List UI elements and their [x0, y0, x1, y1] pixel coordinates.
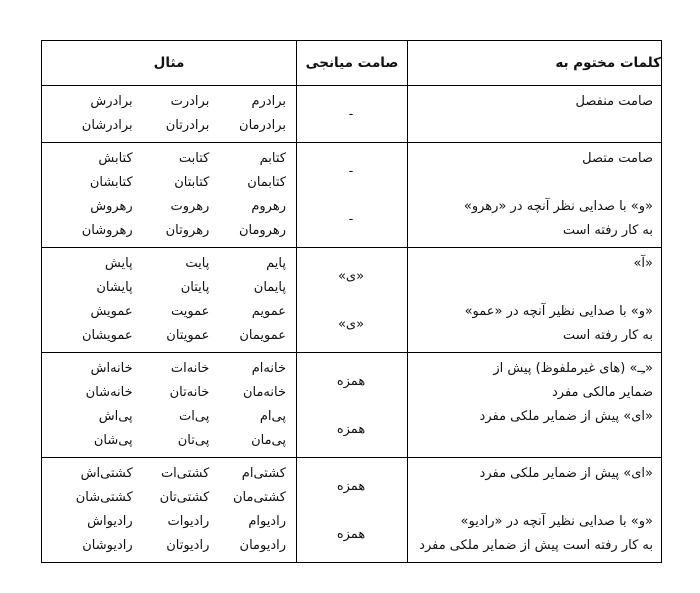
- example-word: کتابمان: [247, 175, 286, 190]
- example-word: کشتی‌مان: [232, 490, 286, 505]
- consonant-value: -: [348, 211, 354, 227]
- example-word: پی‌ات: [179, 409, 210, 424]
- header-consonant: صامت میانجی: [297, 41, 408, 86]
- word-line: «و» با صدایی نظر آنچه در «رهرو»: [463, 199, 653, 214]
- words-cell: [408, 353, 662, 458]
- example-word: رهروتان: [165, 223, 210, 238]
- example-word: خانه‌ات: [170, 361, 210, 376]
- word-line: «ای» پیش از ضمایر ملکی مفرد: [479, 466, 653, 481]
- example-word: رادیواش: [87, 514, 133, 529]
- example-word: عمویشان: [81, 328, 133, 343]
- example-word: رهرومان: [238, 223, 286, 238]
- example-word: پی‌مان: [251, 433, 286, 448]
- consonant-value: همزه: [336, 478, 366, 494]
- consonant-value: -: [348, 106, 354, 122]
- example-word: برادرت: [170, 94, 210, 109]
- word-line: ضمایر مالکی مفرد: [552, 385, 653, 400]
- example-word: عمویتان: [166, 328, 210, 343]
- example-word: پی‌اش: [98, 409, 133, 424]
- example-word: برادرمان: [239, 118, 286, 133]
- example-word: رهروشان: [81, 223, 133, 238]
- words-cell: [408, 143, 662, 248]
- example-cell: [42, 248, 297, 353]
- example-word: رادیومان: [239, 538, 286, 553]
- example-word: رهروش: [90, 199, 133, 214]
- example-word: پایت: [185, 256, 210, 271]
- example-word: خانه‌تان: [169, 385, 210, 400]
- consonant-cell: [297, 248, 408, 353]
- table-row: [42, 353, 662, 458]
- word-line: به کار رفته است: [562, 223, 653, 238]
- word-line: صامت متصل: [582, 151, 653, 166]
- example-word: کشتی‌اش: [80, 466, 133, 481]
- word-line: «ای» پیش از ضمایر ملکی مفرد: [479, 409, 653, 424]
- word-line: [414, 171, 653, 195]
- example-word: برادرشان: [81, 118, 133, 133]
- example-word: کشتی‌شان: [75, 490, 133, 505]
- word-line: «آ»: [633, 256, 653, 271]
- consonant-value: همزه: [336, 373, 366, 389]
- example-word: خانه‌ام: [251, 361, 286, 376]
- consonant-value: -: [348, 163, 354, 179]
- consonant-cell: [297, 143, 408, 248]
- example-word: برادرتان: [165, 118, 210, 133]
- example-word: پی‌تان: [177, 433, 210, 448]
- example-cell: [42, 458, 297, 563]
- header-example: مثال: [42, 41, 297, 86]
- example-word: رادیوتان: [166, 538, 210, 553]
- table-row: [42, 143, 662, 248]
- example-cell: [42, 353, 297, 458]
- consonant-value: همزه: [336, 421, 366, 437]
- word-line: [414, 429, 653, 453]
- word-line: «و» با صدایی نظیر آنچه در «عمو»: [464, 304, 653, 319]
- example-word: رادیوام: [248, 514, 286, 529]
- example-word: پی‌شان: [93, 433, 133, 448]
- example-word: پایم: [266, 256, 286, 271]
- example-word: عمویش: [90, 304, 133, 319]
- example-word: پایشان: [96, 280, 133, 295]
- consonant-value: همزه: [336, 526, 366, 542]
- word-line: [414, 486, 653, 510]
- example-word: کشتی‌تان: [159, 490, 210, 505]
- table-row: [42, 86, 662, 143]
- example-word: رادیوات: [167, 514, 210, 529]
- example-word: کتابشان: [89, 175, 133, 190]
- words-cell: [408, 248, 662, 353]
- words-cell: [408, 458, 662, 563]
- consonant-cell: [297, 86, 408, 143]
- example-word: پایش: [104, 256, 133, 271]
- example-cell: [42, 86, 297, 143]
- table-row: [42, 248, 662, 353]
- word-line: صامت منفصل: [575, 94, 653, 109]
- example-word: عمویت: [170, 304, 210, 319]
- header-row: [42, 41, 662, 86]
- example-word: پایمان: [253, 280, 286, 295]
- example-word: رهروت: [170, 199, 210, 214]
- word-line: به کار رفته است: [562, 328, 653, 343]
- example-word: عمویم: [251, 304, 286, 319]
- example-word: کتابم: [259, 151, 286, 166]
- example-word: کشتی‌ات: [160, 466, 210, 481]
- example-word: برادرم: [251, 94, 286, 109]
- example-word: برادرش: [90, 94, 133, 109]
- table-body: [42, 86, 662, 563]
- example-word: کتابش: [98, 151, 133, 166]
- example-word: کشتی‌ام: [241, 466, 286, 481]
- example-word: کتابت: [178, 151, 210, 166]
- word-line: [414, 276, 653, 300]
- grammar-table: [41, 40, 662, 563]
- consonant-value: «ی»: [337, 268, 365, 284]
- header-words: کلمات مختوم به: [408, 41, 662, 86]
- example-word: پایتان: [180, 280, 210, 295]
- words-cell: [408, 86, 662, 143]
- word-line: «و» با صدایی نظیر آنچه در «رادیو»: [460, 514, 653, 529]
- word-line: به کار رفته است پیش از ضمایر ملکی مفرد: [419, 538, 653, 553]
- table-row: [42, 458, 662, 563]
- example-word: پی‌ام: [259, 409, 286, 424]
- consonant-cell: [297, 458, 408, 563]
- example-word: خانه‌اش: [90, 361, 133, 376]
- example-word: رادیوشان: [82, 538, 133, 553]
- example-word: خانه‌شان: [85, 385, 133, 400]
- example-word: خانه‌مان: [242, 385, 286, 400]
- consonant-value: «ی»: [337, 316, 365, 332]
- consonant-cell: [297, 353, 408, 458]
- example-word: عمویمان: [239, 328, 286, 343]
- example-word: کتابتان: [174, 175, 210, 190]
- example-cell: [42, 143, 297, 248]
- word-line: «ـِـ» (های غیرملفوظ) پیش از: [493, 361, 653, 376]
- example-word: رهروم: [251, 199, 286, 214]
